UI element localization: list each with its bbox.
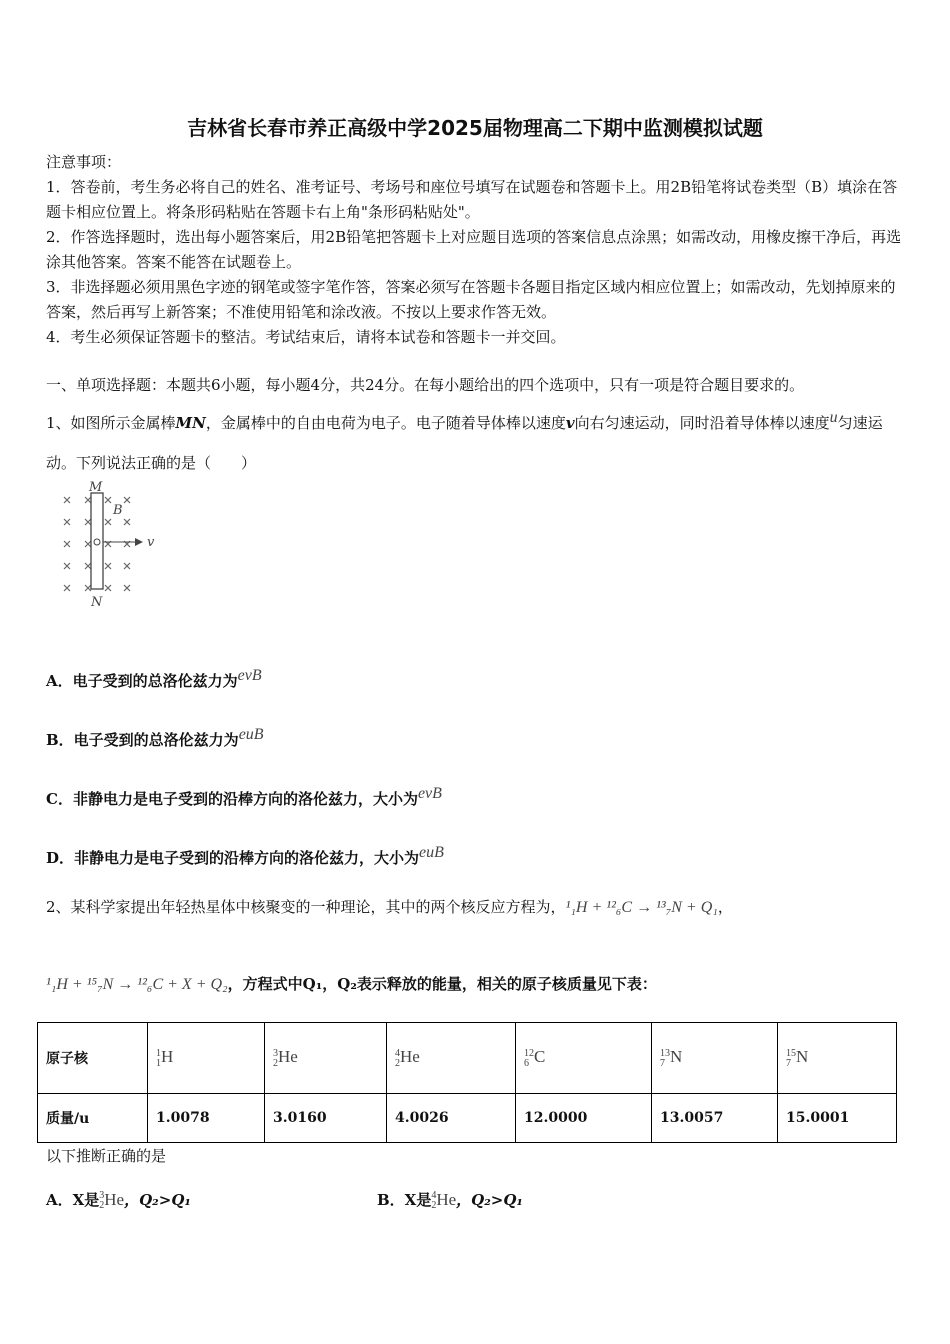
field-cross-icon — [105, 563, 111, 569]
option-d[interactable] — [46, 840, 906, 871]
row-label: 质量/u — [38, 1094, 148, 1143]
stem-text: 向右匀速运动，同时沿着导体棒以速度 — [574, 414, 830, 432]
field-cross-icon — [64, 519, 70, 525]
option-relation: ，Q₂>Q₁ — [124, 1191, 191, 1209]
mass-cell: 15.0001 — [778, 1094, 897, 1143]
option-label: C．非静电力是电子受到的沿棒方向的洛伦兹力，大小为 — [46, 790, 418, 808]
field-cross-icon — [105, 497, 111, 503]
stem-text: 2、某科学家提出年轻热星体中核聚变的一种理论，其中的两个核反应方程为， — [46, 898, 566, 916]
field-cross-icon — [124, 519, 130, 525]
question-2-stem: 2、某科学家提出年轻热星体中核聚变的一种理论，其中的两个核反应方程为，¹₁H + ¹²₆C → ¹³₇N + Q₁， — [46, 898, 733, 916]
option-expr: euB — [238, 726, 264, 743]
label-b: B — [113, 503, 123, 518]
mass-cell: 12.0000 — [516, 1094, 652, 1143]
q2-option-a[interactable]: A．X是 3 2 He，Q₂>Q₁ — [46, 1190, 191, 1212]
question-1-stem — [46, 398, 906, 483]
label-v: v — [147, 535, 155, 550]
nucleus-cell: 3 2 He — [265, 1023, 387, 1094]
notice-heading: 注意事项： — [46, 153, 122, 171]
label-n: N — [91, 595, 103, 610]
mass-cell: 1.0078 — [148, 1094, 265, 1143]
field-cross-icon — [85, 541, 91, 547]
page-title: 吉林省长春市养正高级中学2025届物理高二下期中监测模拟试题 — [187, 116, 763, 140]
field-cross-icon — [85, 563, 91, 569]
field-cross-icon — [85, 519, 91, 525]
stem-text: ，方程式中Q₁，Q₂表示释放的能量，相关的原子核质量见下表： — [227, 975, 657, 993]
option-label: B．电子受到的总洛伦兹力为 — [46, 731, 239, 749]
metal-rod-figure — [55, 478, 165, 613]
notice-item: 1．答卷前，考生务必将自己的姓名、准考证号、考场号和座位号填写在试题卷和答题卡上。用2B铅笔将试卷类型（B）填涂在答题卡相应位置上。将条形码粘贴在答题卡右上角"条形码粘贴处"。 — [46, 178, 898, 221]
option-a[interactable] — [46, 663, 906, 694]
field-cross-icon — [64, 541, 70, 547]
mass-table — [37, 1022, 897, 1143]
nucleus-cell: 15 7 N — [778, 1023, 897, 1094]
option-label: A．电子受到的总洛伦兹力为 — [46, 672, 238, 690]
question-2-stem2 — [46, 972, 906, 997]
mass-cell: 4.0026 — [387, 1094, 516, 1143]
option-c[interactable] — [46, 781, 906, 812]
nucleus-cell: 13 7 N — [652, 1023, 778, 1094]
option-expr: evB — [237, 667, 262, 684]
stem-text: 1、如图所示金属棒 — [46, 414, 176, 432]
var-v: v — [565, 414, 575, 432]
mass-cell: 13.0057 — [652, 1094, 778, 1143]
option-label: A．X是 — [46, 1191, 100, 1209]
option-expr: evB — [417, 785, 442, 802]
option-relation: ，Q₂>Q₁ — [456, 1191, 523, 1209]
notice-item: 3．非选择题必须用黑色字迹的钢笔或签字笔作答，答案必须写在答题卡各题目指定区域内相应位置上；如需改动，先划掉原来的答案，然后再写上新答案；不准使用铅笔和涂改液。不按以上要求作答无效。 — [46, 278, 896, 321]
label-m: M — [89, 480, 103, 495]
var-u: u — [829, 409, 838, 426]
field-cross-icon — [64, 563, 70, 569]
notice-item: 4．考生必须保证答题卡的整洁。考试结束后，请将本试卷和答题卡一并交回。 — [46, 328, 566, 346]
q2-option-b[interactable]: B．X是 4 2 He，Q₂>Q₁ — [377, 1190, 523, 1212]
stem-text: 匀速运动。下列说法正确的是（ ） — [46, 414, 883, 472]
field-cross-icon — [105, 585, 111, 591]
field-cross-icon — [85, 497, 91, 503]
row-label: 原子核 — [38, 1023, 148, 1094]
option-label: B．X是 — [377, 1191, 432, 1209]
question-2-prompt: 以下推断正确的是 — [46, 1147, 167, 1165]
field-cross-icon — [64, 497, 70, 503]
field-cross-icon — [124, 585, 130, 591]
option-expr: euB — [419, 844, 444, 861]
field-cross-icon — [85, 585, 91, 591]
nucleus-cell: 1 1 H — [148, 1023, 265, 1094]
nucleus-cell: 12 6 C — [516, 1023, 652, 1094]
field-cross-icon — [124, 563, 130, 569]
option-label: D．非静电力是电子受到的沿棒方向的洛伦兹力，大小为 — [46, 849, 420, 867]
nucleus-cell: 4 2 He — [387, 1023, 516, 1094]
var-mn: MN — [175, 414, 206, 432]
notice-item: 2．作答选择题时，选出每小题答案后，用2B铅笔把答题卡上对应题目选项的答案信息点涂黑；如需改动，用橡皮擦干净后，再选涂其他答案。答案不能答在试题卷上。 — [46, 228, 902, 271]
equation-2: ¹₁H + ¹⁵₇N → ¹²₆C + X + Q₂ — [46, 976, 228, 993]
section-heading: 一、单项选择题：本题共6小题，每小题4分，共24分。在每小题给出的四个选项中，只有一项是符合题目要求的。 — [46, 376, 805, 394]
table-row — [38, 1094, 897, 1143]
option-b[interactable] — [46, 722, 906, 753]
equation-1: ¹₁H + ¹²₆C → ¹³₇N + Q₁ — [565, 899, 718, 916]
table-row — [38, 1023, 897, 1094]
mass-cell: 3.0160 — [265, 1094, 387, 1143]
notice — [46, 150, 906, 350]
field-cross-icon — [64, 585, 70, 591]
field-cross-icon — [124, 497, 130, 503]
stem-text: ，金属棒中的自由电荷为电子。电子随着导体棒以速度 — [205, 414, 566, 432]
field-cross-icon — [105, 519, 111, 525]
